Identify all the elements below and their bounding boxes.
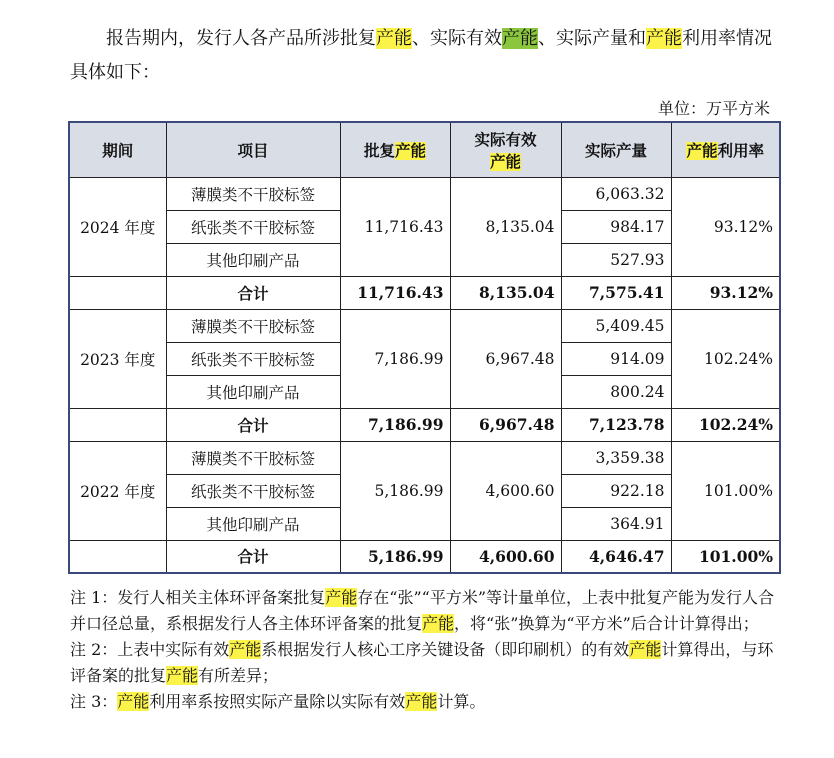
header-effective-text: 实际有效: [474, 130, 537, 149]
approved-cell: 11,716.43: [340, 177, 450, 276]
output-cell: 914.09: [561, 342, 671, 375]
note-3-text-2: 利用率系按照实际产量除以实际有效: [149, 692, 406, 711]
note-2-highlight-1: 产能: [229, 640, 262, 659]
note-3-highlight-1: 产能: [117, 692, 150, 711]
period-cell: 2024 年度: [69, 177, 166, 276]
header-output: 实际产量: [561, 122, 671, 177]
total-approved: 5,186.99: [340, 540, 450, 573]
util-cell: 93.12%: [671, 177, 780, 276]
note-2-highlight-3: 产能: [166, 666, 199, 685]
total-row: [69, 276, 780, 309]
item-cell: 其他印刷产品: [166, 375, 340, 408]
note-3-text-1: 注 3：: [70, 692, 118, 711]
header-item: 项目: [166, 122, 340, 177]
approved-cell: 7,186.99: [340, 309, 450, 408]
total-util: 93.12%: [671, 276, 780, 309]
table-header-row: [69, 122, 780, 177]
note-2-text-2: 系根据发行人核心工序关键设备（即印刷机）的有效: [261, 640, 630, 659]
intro-text-1: 报告期内，发行人各产品所涉批复: [106, 28, 376, 49]
capacity-table: [68, 121, 781, 574]
util-cell: 101.00%: [671, 441, 780, 540]
header-util-text: 利用率: [717, 141, 765, 160]
intro-highlight-1: 产能: [376, 28, 412, 49]
note-3-highlight-2: 产能: [405, 692, 438, 711]
output-cell: 5,409.45: [561, 309, 671, 342]
intro-highlight-3: 产能: [646, 28, 682, 49]
item-cell: 纸张类不干胶标签: [166, 210, 340, 243]
item-cell: 其他印刷产品: [166, 243, 340, 276]
header-period: 期间: [69, 122, 166, 177]
note-2-text-4: 有所差异；: [198, 666, 279, 685]
intro-text-4: 利用率情况具体如下：: [70, 28, 772, 83]
item-cell: 薄膜类不干胶标签: [166, 309, 340, 342]
table-row: [69, 309, 780, 342]
note-1: [70, 585, 782, 637]
item-cell: 纸张类不干胶标签: [166, 342, 340, 375]
table-row: [69, 177, 780, 210]
effective-cell: 6,967.48: [450, 309, 561, 408]
note-2-highlight-2: 产能: [629, 640, 662, 659]
note-1-highlight-2: 产能: [422, 614, 455, 633]
note-1-highlight-1: 产能: [325, 588, 358, 607]
empty-cell: [69, 276, 166, 309]
total-util: 102.24%: [671, 408, 780, 441]
total-util: 101.00%: [671, 540, 780, 573]
header-effective: [450, 122, 561, 177]
intro-text-2: 、实际有效: [412, 28, 502, 49]
intro-highlight-2: 产能: [502, 28, 538, 49]
output-cell: 3,359.38: [561, 441, 671, 474]
note-3-text-3: 计算。: [437, 692, 486, 711]
total-effective: 4,600.60: [450, 540, 561, 573]
effective-cell: 4,600.60: [450, 441, 561, 540]
output-cell: 364.91: [561, 507, 671, 540]
header-utilization: [671, 122, 780, 177]
output-cell: 6,063.32: [561, 177, 671, 210]
output-cell: 527.93: [561, 243, 671, 276]
header-approved-text: 批复: [363, 141, 395, 160]
header-effective-highlight: 产能: [489, 152, 521, 171]
header-approved-highlight: 产能: [395, 141, 427, 160]
output-cell: 922.18: [561, 474, 671, 507]
header-approved: [340, 122, 450, 177]
note-3: [70, 689, 782, 715]
empty-cell: [69, 540, 166, 573]
item-cell: 纸张类不干胶标签: [166, 474, 340, 507]
notes-section: [70, 585, 782, 715]
note-2: [70, 637, 782, 689]
effective-cell: 8,135.04: [450, 177, 561, 276]
item-cell: 薄膜类不干胶标签: [166, 177, 340, 210]
total-output: 4,646.47: [561, 540, 671, 573]
unit-label: 单位：万平方米: [657, 99, 770, 118]
item-cell: 薄膜类不干胶标签: [166, 441, 340, 474]
total-effective: 8,135.04: [450, 276, 561, 309]
total-row: [69, 540, 780, 573]
note-1-text-2: 存在“张”“平方米”等计量单位，上表中批复产能为发行人合并口径总量，系根据发行人各主体环评备案的批复: [70, 588, 775, 633]
note-1-text-1: 注 1：发行人相关主体环评备案批复: [70, 588, 326, 607]
period-cell: 2022 年度: [69, 441, 166, 540]
util-cell: 102.24%: [671, 309, 780, 408]
approved-cell: 5,186.99: [340, 441, 450, 540]
note-2-text-1: 注 2：上表中实际有效: [70, 640, 230, 659]
note-2-text-3: 计算得出，与环评备案的批复: [70, 640, 774, 685]
item-cell: 其他印刷产品: [166, 507, 340, 540]
note-1-text-3: ，将“张”换算为“平方米”后合计计算得出；: [454, 614, 759, 633]
total-output: 7,575.41: [561, 276, 671, 309]
output-cell: 800.24: [561, 375, 671, 408]
total-effective: 6,967.48: [450, 408, 561, 441]
intro-text-3: 、实际产量和: [538, 28, 646, 49]
total-row: [69, 408, 780, 441]
output-cell: 984.17: [561, 210, 671, 243]
total-approved: 7,186.99: [340, 408, 450, 441]
header-util-highlight: 产能: [686, 141, 718, 160]
total-label: 合计: [166, 540, 340, 573]
total-output: 7,123.78: [561, 408, 671, 441]
table-row: [69, 441, 780, 474]
total-label: 合计: [166, 276, 340, 309]
total-approved: 11,716.43: [340, 276, 450, 309]
intro-paragraph: [70, 22, 782, 90]
total-label: 合计: [166, 408, 340, 441]
empty-cell: [69, 408, 166, 441]
period-cell: 2023 年度: [69, 309, 166, 408]
